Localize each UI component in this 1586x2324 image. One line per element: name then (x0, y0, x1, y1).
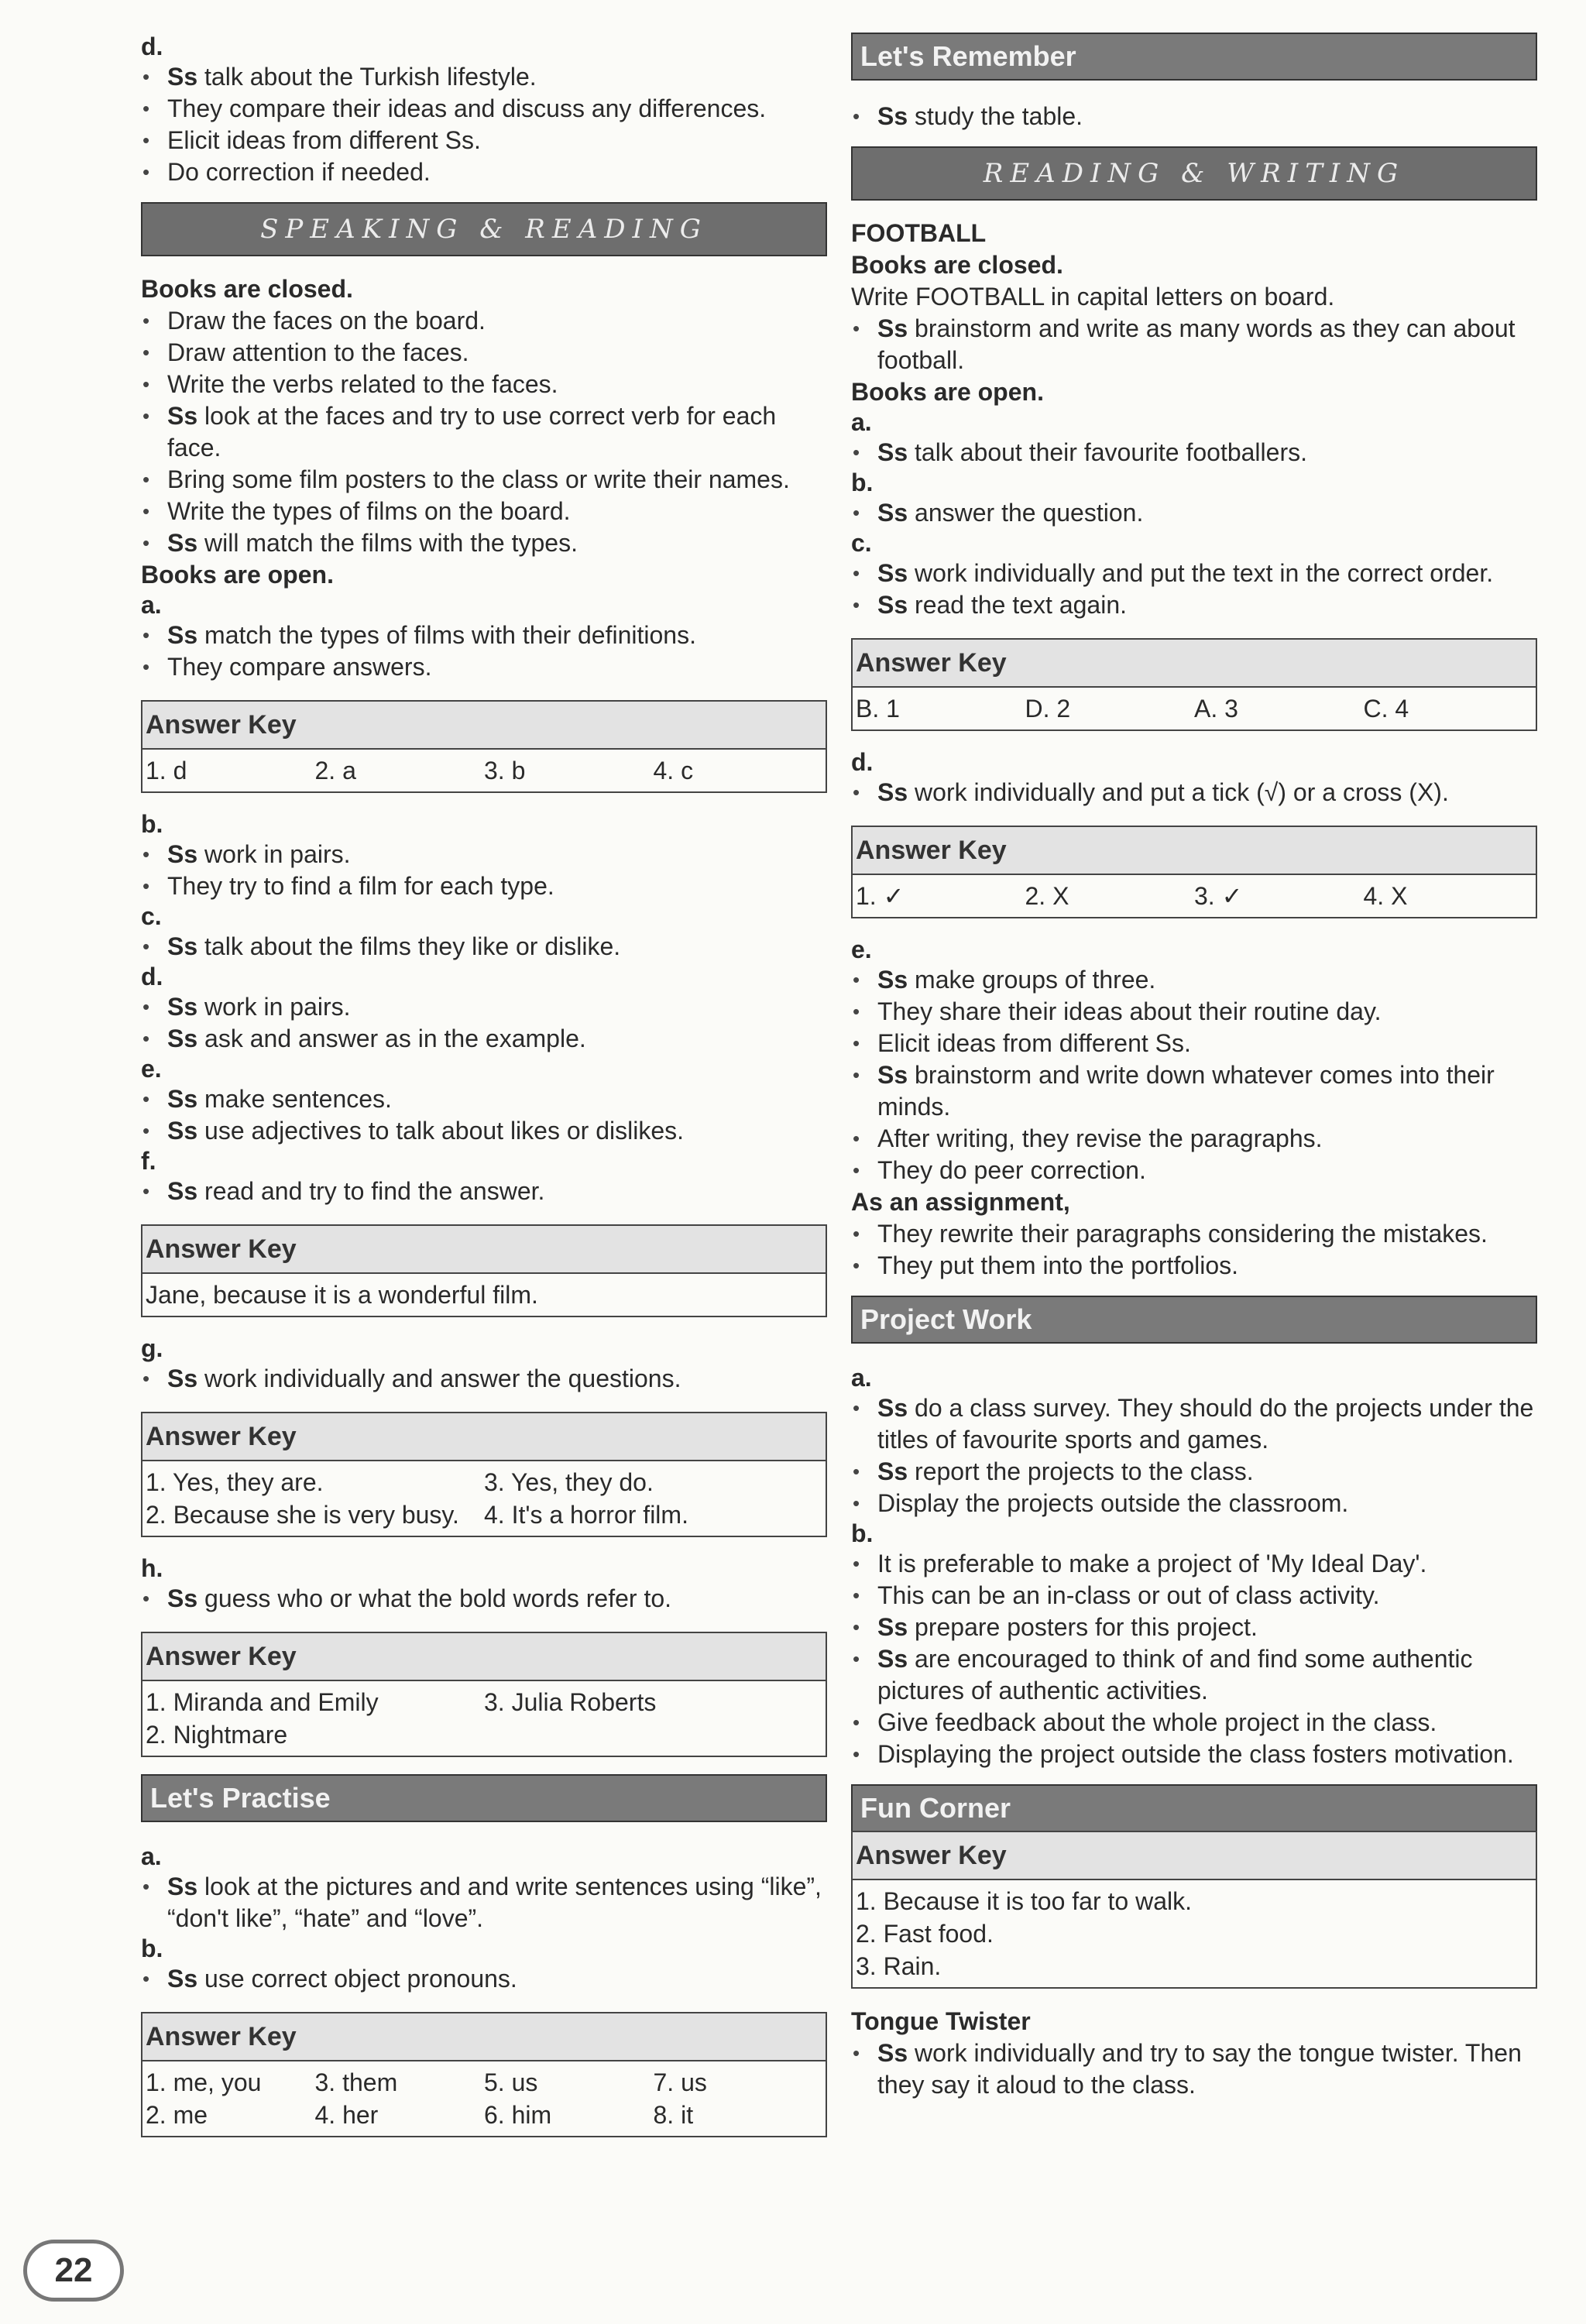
subject-label: Ss (167, 840, 198, 868)
bullet-text: Draw attention to the faces. (167, 338, 469, 366)
bullet-item (851, 1028, 1537, 1059)
answer-key-body (142, 750, 826, 791)
bullet-item (851, 589, 1537, 621)
answer-key-header: Answer Key (142, 2013, 826, 2061)
bullet-item (141, 1871, 827, 1934)
subject-label: Ss (167, 1365, 198, 1392)
right-column (851, 33, 1537, 2101)
books-open-label: Books are open. (141, 561, 334, 589)
answer-key-header: Answer Key (853, 1832, 1536, 1880)
section-letter: g. (141, 1334, 163, 1362)
bullet-list (141, 839, 827, 902)
bullet-item (851, 777, 1537, 808)
bullet-list (851, 101, 1537, 132)
answer-item: 2. a (314, 757, 356, 784)
subject-label: Ss (877, 1613, 908, 1641)
section-title: Project Work (860, 1303, 1032, 1335)
bullet-item (851, 1612, 1537, 1643)
bullet-list (851, 558, 1537, 621)
bullet-item (851, 1456, 1537, 1488)
books-open-label: Books are open. (851, 378, 1044, 406)
answer-key-body (853, 688, 1536, 729)
answer-item: 4. X (1363, 882, 1408, 910)
bullet-text: They rewrite their paragraphs considering the mistakes. (877, 1220, 1488, 1248)
answer-item: 1. me, you (146, 2068, 262, 2096)
bullet-list (141, 620, 827, 683)
section-letter: b. (851, 1519, 874, 1547)
bullet-text: Give feedback about the whole project in the class. (877, 1708, 1437, 1736)
subject-label: Ss (167, 993, 198, 1021)
bullet-item (851, 101, 1537, 132)
instruction-line: Write FOOTBALL in capital letters on board. (851, 283, 1335, 311)
answer-key-body (142, 1681, 826, 1756)
bullet-item (141, 496, 827, 527)
football-heading: FOOTBALL (851, 219, 987, 247)
speaking-reading-banner (141, 202, 827, 256)
bullet-text: prepare posters for this project. (908, 1613, 1258, 1641)
bullet-text: brainstorm and write as many words as they can about football. (877, 314, 1516, 374)
subject-label: Ss (877, 102, 908, 130)
bullet-item (851, 1155, 1537, 1186)
bullet-item (851, 497, 1537, 529)
answer-item: 2. Fast food. (856, 1920, 994, 1948)
answer-item: 1. ✓ (856, 882, 905, 910)
answer-key-body (853, 1880, 1536, 1987)
answer-key-body (142, 1461, 826, 1536)
bullet-item (141, 369, 827, 400)
bullet-item (851, 1218, 1537, 1250)
project-work-bar (851, 1296, 1537, 1344)
subject-label: Ss (877, 1645, 908, 1673)
banner-title: SPEAKING & READING (260, 214, 708, 245)
section-letter: d. (851, 748, 874, 776)
bullet-text: This can be an in-class or out of class activity. (877, 1581, 1380, 1609)
section-letter: b. (141, 810, 163, 838)
subject-label: Ss (877, 559, 908, 587)
subject-label: Ss (877, 1394, 908, 1422)
assignment-label: As an assignment, (851, 1188, 1070, 1216)
bullet-text: make sentences. (197, 1085, 392, 1113)
bullet-text: make groups of three. (908, 966, 1156, 994)
answer-item: 2. Nightmare (146, 1721, 288, 1749)
bullet-item (141, 125, 827, 156)
bullet-list (141, 931, 827, 963)
answer-key-body (853, 875, 1536, 917)
bullet-list (141, 1963, 827, 1995)
bullet-list (141, 1176, 827, 1207)
bullet-item (851, 2037, 1537, 2101)
subject-label: Ss (167, 1873, 198, 1900)
subject-label: Ss (167, 1177, 198, 1205)
answer-key-box (851, 638, 1537, 731)
bullet-text: read and try to find the answer. (197, 1177, 545, 1205)
answer-item: C. 4 (1363, 695, 1409, 723)
bullet-text: work individually and put a tick (√) or a cross (X). (908, 778, 1449, 806)
answer-item: 1. Because it is too far to walk. (856, 1887, 1192, 1915)
section-title: Let's Practise (150, 1782, 331, 1814)
bullet-text: ask and answer as in the example. (197, 1025, 586, 1052)
bullet-list (851, 777, 1537, 808)
answer-key-body (142, 2061, 826, 2136)
answer-key-header: Answer Key (142, 1413, 826, 1461)
answer-item: 1. d (146, 757, 187, 784)
answer-item: 2. Because she is very busy. (146, 1501, 459, 1529)
reading-writing-banner (851, 146, 1537, 201)
bullet-text: They share their ideas about their routine day. (877, 997, 1382, 1025)
bullet-item (851, 1392, 1537, 1456)
subject-label: Ss (877, 438, 908, 466)
left-column (141, 33, 827, 2154)
lets-practise-bar (141, 1774, 827, 1822)
section-letter: e. (851, 935, 872, 963)
section-letter: h. (141, 1554, 163, 1582)
bullet-text: Do correction if needed. (167, 158, 431, 186)
bullet-text: use correct object pronouns. (197, 1965, 517, 1993)
bullet-text: look at the faces and try to use correct verb for each face. (167, 402, 777, 462)
answer-item: 7. us (653, 2068, 707, 2096)
bullet-text: brainstorm and write down whatever comes into their minds. (877, 1061, 1495, 1121)
subject-label: Ss (167, 529, 198, 557)
bullet-text: Bring some film posters to the class or write their names. (167, 465, 790, 493)
subject-label: Ss (877, 966, 908, 994)
bullet-text: Elicit ideas from different Ss. (167, 126, 481, 154)
answer-item: 3. them (314, 2068, 398, 2096)
bullet-text: work in pairs. (197, 840, 351, 868)
subject-label: Ss (877, 591, 908, 619)
bullet-list (141, 1871, 827, 1934)
bullet-text: They put them into the portfolios. (877, 1251, 1239, 1279)
bullet-item (851, 1548, 1537, 1580)
bullet-item (851, 964, 1537, 996)
bullet-text: work individually and put the text in the correct order. (908, 559, 1494, 587)
bullet-text: do a class survey. They should do the projects under the titles of favourite sports and games. (877, 1394, 1534, 1454)
bullet-item (851, 1059, 1537, 1123)
bullet-text: work individually and answer the questions. (197, 1365, 681, 1392)
bullet-item (141, 1023, 827, 1055)
answer-item: 3. Rain. (856, 1952, 942, 1980)
bullet-list (141, 305, 827, 559)
bullet-text: match the types of films with their definitions. (197, 621, 696, 649)
bullet-list (141, 1583, 827, 1615)
subject-label: Ss (167, 621, 198, 649)
books-closed-label: Books are closed. (141, 275, 353, 303)
bullet-item (851, 437, 1537, 469)
answer-key-header: Answer Key (142, 1633, 826, 1681)
bullet-text: study the table. (908, 102, 1083, 130)
bullet-text: They compare answers. (167, 653, 432, 681)
bullet-item (141, 991, 827, 1023)
bullet-text: Write the types of films on the board. (167, 497, 571, 525)
bullet-item (851, 1739, 1537, 1770)
bullet-item (141, 1583, 827, 1615)
subject-label: Ss (167, 402, 198, 430)
answer-item: B. 1 (856, 695, 900, 723)
answer-key-box (141, 700, 827, 793)
bullet-item (141, 305, 827, 337)
bullet-item (851, 313, 1537, 376)
bullet-item (141, 651, 827, 683)
bullet-text: talk about the Turkish lifestyle. (197, 63, 537, 91)
bullet-item (141, 620, 827, 651)
subject-label: Ss (167, 1965, 198, 1993)
answer-key-box (141, 1224, 827, 1317)
bullet-item (141, 1115, 827, 1147)
page-number: 22 (23, 2240, 124, 2302)
section-letter: b. (141, 1934, 163, 1962)
subject-label: Ss (877, 1061, 908, 1089)
bullet-item (141, 1176, 827, 1207)
answer-item: 4. her (314, 2101, 379, 2129)
subject-label: Ss (167, 1025, 198, 1052)
section-letter: a. (851, 408, 872, 436)
bullet-text: guess who or what the bold words refer to. (197, 1584, 672, 1612)
bullet-item (141, 527, 827, 559)
bullet-text: will match the films with the types. (197, 529, 578, 557)
answer-item: 2. X (1025, 882, 1069, 910)
answer-item: 3. Julia Roberts (484, 1688, 657, 1716)
subject-label: Ss (167, 1584, 198, 1612)
bullet-list (851, 437, 1537, 469)
bullet-text: Draw the faces on the board. (167, 307, 486, 335)
answer-item: 4. c (653, 757, 694, 784)
bullet-text: It is preferable to make a project of 'My Ideal Day'. (877, 1550, 1427, 1577)
bullet-item (851, 1488, 1537, 1519)
subject-label: Ss (167, 1117, 198, 1145)
tongue-twister-heading: Tongue Twister (851, 2007, 1031, 2035)
fun-corner-bar (851, 1784, 1537, 1832)
bullet-text: Displaying the project outside the class fosters motivation. (877, 1740, 1514, 1768)
bullet-text: Write the verbs related to the faces. (167, 370, 558, 398)
answer-item: 1. Miranda and Emily (146, 1688, 379, 1716)
bullet-list (851, 964, 1537, 1186)
bullet-text: work in pairs. (197, 993, 351, 1021)
bullet-list (141, 991, 827, 1055)
answer-item: 8. it (653, 2101, 694, 2129)
section-letter: e. (141, 1055, 162, 1083)
bullet-text: use adjectives to talk about likes or dislikes. (197, 1117, 684, 1145)
subject-label: Ss (877, 314, 908, 342)
bullet-list (141, 1083, 827, 1147)
answer-item: 1. Yes, they are. (146, 1468, 324, 1496)
bullet-text: They compare their ideas and discuss any differences. (167, 94, 767, 122)
subject-label: Ss (877, 1457, 908, 1485)
answer-item: 6. him (484, 2101, 552, 2129)
answer-key-box (141, 1412, 827, 1537)
bullet-item (141, 156, 827, 188)
answer-key-box (141, 1632, 827, 1757)
answer-key-box (851, 1831, 1537, 1989)
bullet-item (851, 1250, 1537, 1282)
banner-title: READING & WRITING (983, 158, 1406, 189)
answer-key-header: Answer Key (142, 702, 826, 750)
subject-label: Ss (877, 499, 908, 527)
bullet-item (141, 400, 827, 464)
subject-label: Ss (877, 2039, 908, 2067)
bullet-list (851, 2037, 1537, 2101)
answer-item (484, 1718, 822, 1751)
bullet-text: Elicit ideas from different Ss. (877, 1029, 1191, 1057)
answer-item: 2. me (146, 2101, 208, 2129)
answer-item: A. 3 (1194, 695, 1238, 723)
answer-key-header: Answer Key (142, 1226, 826, 1274)
answer-item: D. 2 (1025, 695, 1071, 723)
books-closed-label: Books are closed. (851, 251, 1063, 279)
bullet-text: After writing, they revise the paragraphs. (877, 1124, 1323, 1152)
section-letter: c. (851, 529, 872, 557)
bullet-text: They do peer correction. (877, 1156, 1146, 1184)
section-letter: a. (141, 591, 162, 619)
bullet-list (851, 313, 1537, 376)
bullet-item (141, 870, 827, 902)
section-letter: b. (851, 469, 874, 496)
bullet-text: answer the question. (908, 499, 1144, 527)
answer-key-header: Answer Key (853, 827, 1536, 875)
bullet-item (851, 1643, 1537, 1707)
bullet-list (851, 1548, 1537, 1770)
answer-item: 3. ✓ (1194, 882, 1243, 910)
lets-remember-bar (851, 33, 1537, 81)
bullet-text: are encouraged to think of and find some authentic pictures of authentic activities. (877, 1645, 1473, 1704)
subject-label: Ss (167, 63, 198, 91)
bullet-list (141, 61, 827, 188)
bullet-item (851, 558, 1537, 589)
answer-key-body: Jane, because it is a wonderful film. (146, 1281, 538, 1309)
bullet-item (141, 931, 827, 963)
bullet-item (851, 996, 1537, 1028)
bullet-item (851, 1580, 1537, 1612)
subject-label: Ss (877, 778, 908, 806)
bullet-text: They try to find a film for each type. (167, 872, 554, 900)
bullet-text: read the text again. (908, 591, 1127, 619)
bullet-text: work individually and try to say the tongue twister. Then they say it aloud to the class. (877, 2039, 1522, 2099)
bullet-text: look at the pictures and and write sentences using “like”, “don't like”, “hate” and “love”. (167, 1873, 822, 1932)
section-letter: c. (141, 902, 162, 930)
section-title: Fun Corner (860, 1792, 1011, 1824)
bullet-item (141, 1963, 827, 1995)
bullet-list (851, 497, 1537, 529)
bullet-item (141, 337, 827, 369)
section-letter: d. (141, 33, 163, 60)
section-letter: f. (141, 1147, 156, 1175)
bullet-text: talk about their favourite footballers. (908, 438, 1307, 466)
bullet-list (851, 1392, 1537, 1519)
answer-key-box (851, 826, 1537, 918)
subject-label: Ss (167, 1085, 198, 1113)
bullet-item (141, 1083, 827, 1115)
bullet-list (141, 1363, 827, 1395)
bullet-text: Display the projects outside the classroom. (877, 1489, 1349, 1517)
subject-label: Ss (167, 932, 198, 960)
answer-item: 3. b (484, 757, 526, 784)
section-letter: a. (851, 1364, 872, 1392)
bullet-item (851, 1707, 1537, 1739)
section-title: Let's Remember (860, 40, 1076, 72)
bullet-text: talk about the films they like or dislike. (197, 932, 621, 960)
bullet-item (141, 464, 827, 496)
bullet-text: report the projects to the class. (908, 1457, 1254, 1485)
section-letter: d. (141, 963, 163, 990)
answer-key-header: Answer Key (853, 640, 1536, 688)
answer-item: 4. It's a horror film. (484, 1501, 688, 1529)
bullet-item (141, 61, 827, 93)
bullet-item (141, 1363, 827, 1395)
bullet-list (851, 1218, 1537, 1282)
answer-item: 3. Yes, they do. (484, 1468, 654, 1496)
section-letter: a. (141, 1842, 162, 1870)
answer-key-box (141, 2012, 827, 2137)
bullet-item (851, 1123, 1537, 1155)
bullet-item (141, 839, 827, 870)
answer-item: 5. us (484, 2068, 538, 2096)
bullet-item (141, 93, 827, 125)
